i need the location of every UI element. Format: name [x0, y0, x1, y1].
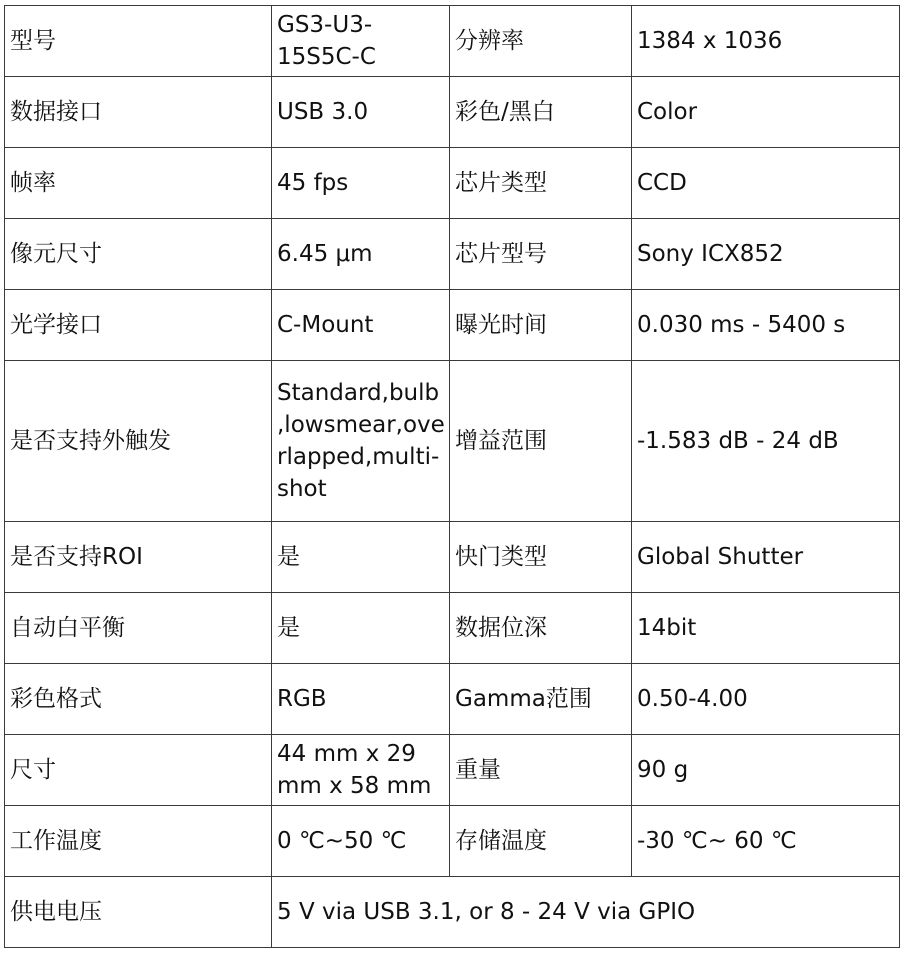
- spec-value-cell: 0.50-4.00: [632, 664, 900, 735]
- spec-value-cell: Color: [632, 77, 900, 148]
- spec-label-cell: 供电电压: [5, 877, 272, 948]
- table-row: [5, 77, 900, 148]
- table-row: [5, 361, 900, 522]
- spec-value-cell: 6.45 μm: [272, 219, 450, 290]
- table-row: [5, 593, 900, 664]
- table-row: [5, 735, 900, 806]
- table-row: [5, 522, 900, 593]
- spec-value-cell: USB 3.0: [272, 77, 450, 148]
- spec-value-cell: 14bit: [632, 593, 900, 664]
- spec-label-cell: 芯片型号: [450, 219, 632, 290]
- spec-value-cell: Global Shutter: [632, 522, 900, 593]
- spec-value-cell: 0 ℃~50 ℃: [272, 806, 450, 877]
- spec-label-cell: 自动白平衡: [5, 593, 272, 664]
- spec-label-cell: 工作温度: [5, 806, 272, 877]
- spec-label-cell: 重量: [450, 735, 632, 806]
- spec-value-cell: 5 V via USB 3.1, or 8 - 24 V via GPIO: [272, 877, 900, 948]
- camera-spec-table: [4, 5, 900, 948]
- spec-value-cell: 45 fps: [272, 148, 450, 219]
- spec-value-cell: 是: [272, 522, 450, 593]
- spec-value-cell: Sony ICX852: [632, 219, 900, 290]
- spec-label-cell: 数据接口: [5, 77, 272, 148]
- spec-label-cell: 数据位深: [450, 593, 632, 664]
- spec-value-cell: 是: [272, 593, 450, 664]
- spec-label-cell: 光学接口: [5, 290, 272, 361]
- spec-label-cell: 是否支持ROI: [5, 522, 272, 593]
- spec-value-cell: -1.583 dB - 24 dB: [632, 361, 900, 522]
- spec-value-cell: 1384 x 1036: [632, 6, 900, 77]
- spec-value-cell: 0.030 ms - 5400 s: [632, 290, 900, 361]
- spec-value-cell: GS3-U3-15S5C-C: [272, 6, 450, 77]
- spec-value-cell: C-Mount: [272, 290, 450, 361]
- table-row: [5, 219, 900, 290]
- table-row: [5, 664, 900, 735]
- spec-label-cell: 尺寸: [5, 735, 272, 806]
- spec-value-cell: RGB: [272, 664, 450, 735]
- spec-value-cell: 90 g: [632, 735, 900, 806]
- spec-label-cell: 帧率: [5, 148, 272, 219]
- table-row: [5, 6, 900, 77]
- spec-label-cell: 增益范围: [450, 361, 632, 522]
- table-row: [5, 148, 900, 219]
- spec-label-cell: 是否支持外触发: [5, 361, 272, 522]
- spec-label-cell: 分辨率: [450, 6, 632, 77]
- spec-label-cell: 型号: [5, 6, 272, 77]
- spec-table-body: [5, 6, 900, 948]
- table-row: [5, 806, 900, 877]
- spec-value-cell: 44 mm x 29 mm x 58 mm: [272, 735, 450, 806]
- table-row: [5, 290, 900, 361]
- spec-label-cell: 像元尺寸: [5, 219, 272, 290]
- spec-label-cell: 存储温度: [450, 806, 632, 877]
- spec-label-cell: 芯片类型: [450, 148, 632, 219]
- spec-label-cell: 彩色/黑白: [450, 77, 632, 148]
- spec-value-cell: CCD: [632, 148, 900, 219]
- spec-label-cell: 曝光时间: [450, 290, 632, 361]
- spec-value-cell: -30 ℃~ 60 ℃: [632, 806, 900, 877]
- table-row: [5, 877, 900, 948]
- spec-label-cell: Gamma范围: [450, 664, 632, 735]
- spec-label-cell: 彩色格式: [5, 664, 272, 735]
- spec-value-cell: Standard,bulb,lowsmear,overlapped,multi-shot: [272, 361, 450, 522]
- spec-label-cell: 快门类型: [450, 522, 632, 593]
